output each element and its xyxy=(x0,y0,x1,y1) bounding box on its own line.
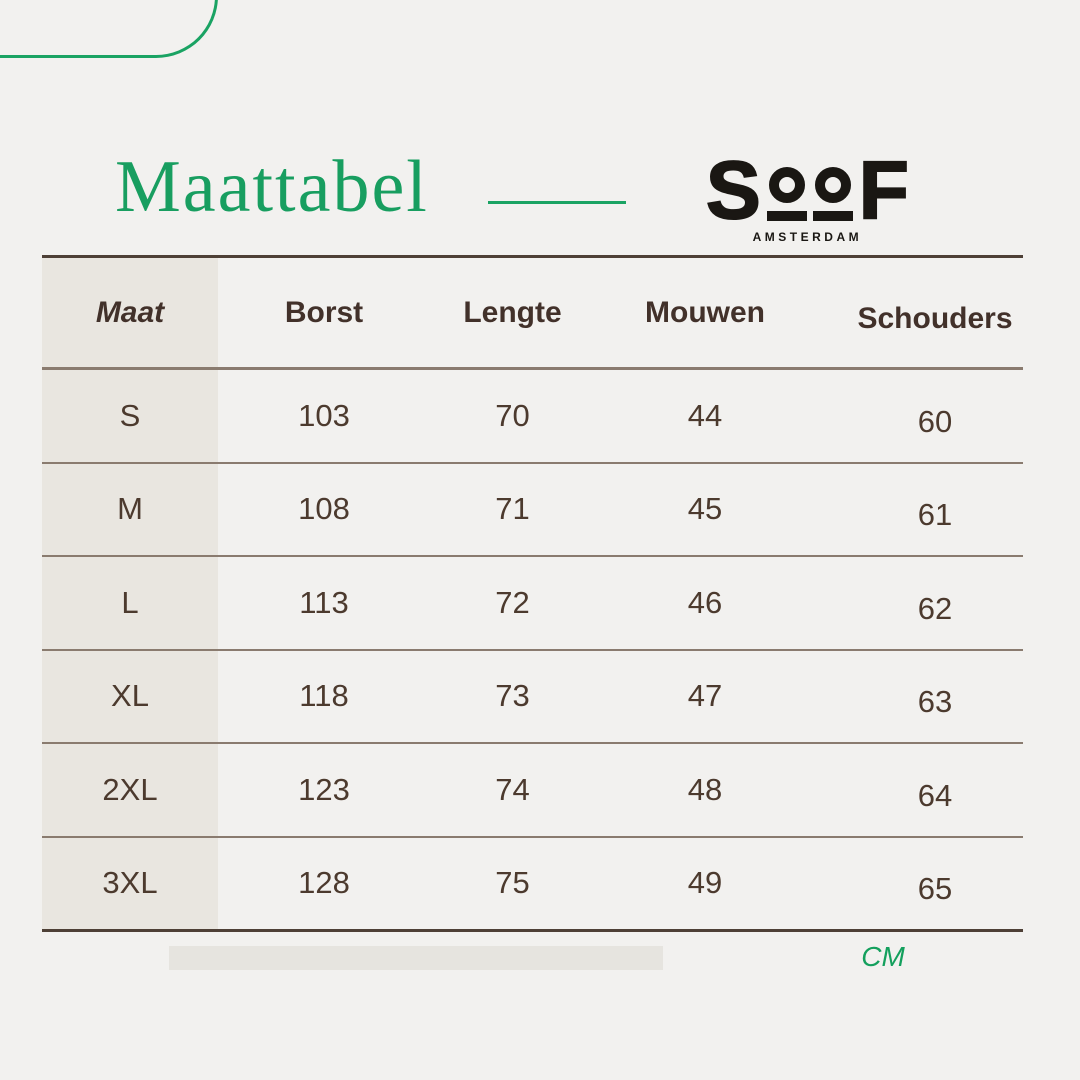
column-header-lengte: Lengte xyxy=(463,295,562,329)
bottom-accent-bar xyxy=(169,946,663,970)
table-row-s xyxy=(42,370,1023,464)
table-header-row xyxy=(42,258,1023,370)
cell-lengte: 74 xyxy=(495,771,530,807)
cell-schouders: 60 xyxy=(917,403,953,439)
logo-letter-o-underlined xyxy=(767,160,807,221)
soof-logo xyxy=(706,145,909,244)
table-row-xl xyxy=(42,651,1023,745)
table-row-l xyxy=(42,557,1023,651)
cell-maat: S xyxy=(119,397,141,433)
table-row-m xyxy=(42,464,1023,558)
cell-mouwen: 47 xyxy=(687,678,723,714)
corner-decoration xyxy=(0,0,218,58)
column-header-maat: Maat xyxy=(95,295,165,329)
logo-subtitle: AMSTERDAM xyxy=(752,230,863,244)
cell-schouders: 65 xyxy=(917,871,953,907)
cell-schouders: 61 xyxy=(917,497,953,533)
cell-schouders: 64 xyxy=(917,777,953,813)
cell-borst: 108 xyxy=(298,491,350,527)
column-header-mouwen: Mouwen xyxy=(645,295,765,329)
size-table xyxy=(42,255,1023,932)
logo-o-underline xyxy=(767,211,807,221)
cell-borst: 118 xyxy=(299,678,349,714)
cell-lengte: 70 xyxy=(495,397,530,433)
cell-schouders: 62 xyxy=(917,590,953,626)
logo-letter-o-underlined xyxy=(813,160,853,221)
unit-label: CM xyxy=(861,941,905,972)
cell-maat: M xyxy=(117,491,143,527)
cell-mouwen: 48 xyxy=(687,771,723,807)
cell-lengte: 75 xyxy=(495,865,530,901)
logo-o-ring xyxy=(769,167,805,203)
cell-maat: XL xyxy=(111,678,149,714)
title-divider-line xyxy=(488,201,626,204)
cell-mouwen: 49 xyxy=(687,865,723,901)
logo-o-underline xyxy=(813,211,853,221)
logo-wordmark xyxy=(706,145,909,236)
cell-borst: 128 xyxy=(298,865,350,901)
cell-maat: 2XL xyxy=(102,771,158,807)
cell-lengte: 71 xyxy=(495,491,530,527)
logo-o-ring xyxy=(815,167,851,203)
cell-maat: 3XL xyxy=(102,865,158,901)
cell-lengte: 73 xyxy=(495,678,530,714)
column-header-borst: Borst xyxy=(284,295,364,329)
table-row-3xl xyxy=(42,838,1023,930)
cell-borst: 103 xyxy=(298,397,350,433)
cell-maat: L xyxy=(121,584,139,620)
cell-mouwen: 46 xyxy=(687,584,723,620)
logo-letter-f: F xyxy=(858,145,909,236)
cell-borst: 123 xyxy=(298,771,350,807)
cell-lengte: 72 xyxy=(495,584,530,620)
cell-borst: 113 xyxy=(299,584,349,620)
table-row-2xl xyxy=(42,744,1023,838)
logo-letter-s: S xyxy=(706,145,761,236)
page-title: Maattabel xyxy=(115,146,429,228)
column-header-schouders: Schouders xyxy=(857,301,1013,335)
cell-mouwen: 45 xyxy=(687,491,723,527)
cell-schouders: 63 xyxy=(917,684,953,720)
cell-mouwen: 44 xyxy=(687,397,723,433)
